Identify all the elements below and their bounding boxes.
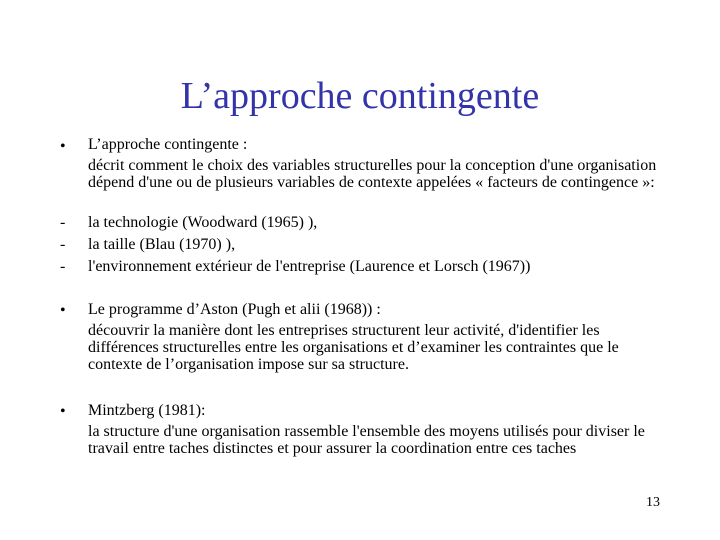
bullet-marker: • — [60, 138, 66, 155]
sub-item: l'environnement extérieur de l'entreprise (Laurence et Lorsch (1967)) — [88, 258, 531, 275]
page-number: 13 — [646, 495, 660, 510]
section-heading: L’approche contingente : — [88, 136, 248, 153]
section-body: découvrir la manière dont les entreprises structurent leur activité, d'identifier les différences structurelles entre les organisations et d’examiner les contraintes que le contexte de l’organisation impose sur sa structure. — [88, 322, 619, 373]
dash-marker: - — [60, 258, 66, 275]
dash-marker: - — [60, 214, 66, 231]
slide-title: L’approche contingente — [180, 75, 540, 117]
bullet-marker: • — [60, 302, 66, 319]
section-heading: Le programme d’Aston (Pugh et alii (1968)) : — [88, 301, 381, 318]
sub-item: la taille (Blau (1970) ), — [88, 236, 236, 253]
dash-marker: - — [60, 236, 66, 253]
bullet-marker: • — [60, 403, 66, 420]
sub-item: la technologie (Woodward (1965) ), — [88, 214, 318, 231]
section-body: décrit comment le choix des variables structurelles pour la conception d'une organisation dépend d'une ou de plusieurs variables de contexte appelées « facteurs de contingence »: — [88, 157, 657, 191]
section-body: la structure d'une organisation rassemble l'ensemble des moyens utilisés pour diviser le travail entre taches distinctes et pour assurer la coordination entre ces taches — [88, 423, 645, 457]
section-heading: Mintzberg (1981): — [88, 402, 206, 419]
